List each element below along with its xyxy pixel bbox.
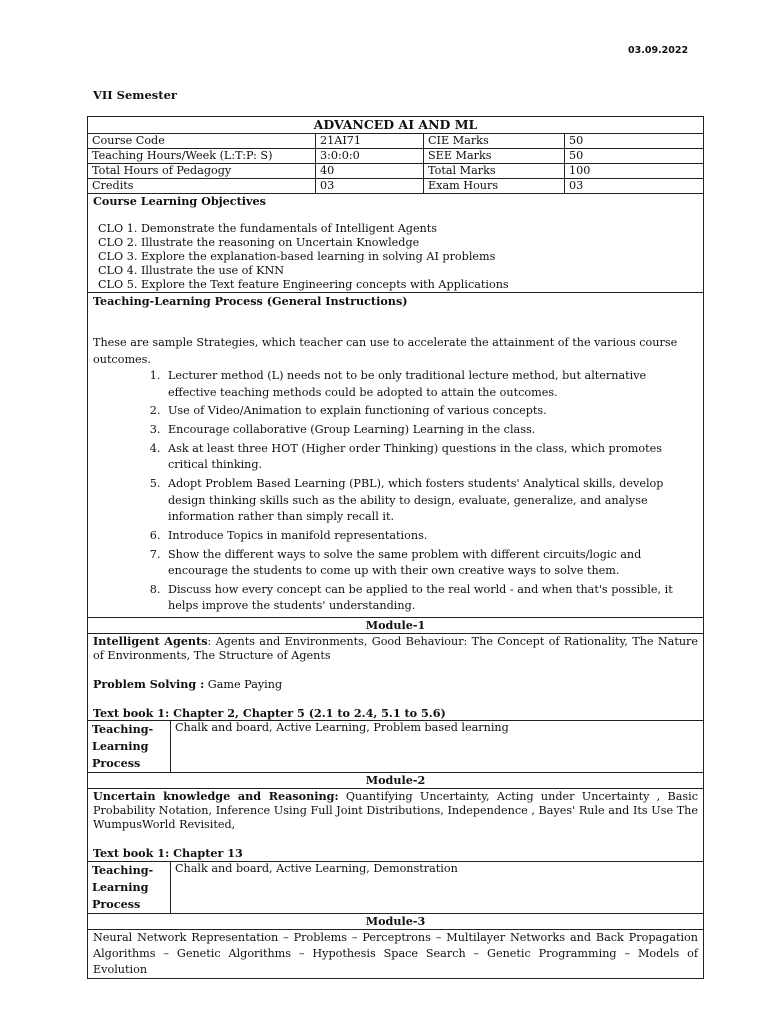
- module-content: [88, 634, 704, 721]
- list-item: 5. Adopt Problem Based Learning (PBL), which fosters students' Analytical skills, develop design thinking skills such as the ability to design, evaluate, generalize, and analyse information rather than simply recall it.: [164, 476, 698, 525]
- tl-process-value: Chalk and board, Active Learning, Problem based learning: [175, 721, 509, 735]
- module-content: [88, 789, 704, 862]
- tl-heading: Teaching-Learning Process (General Instructions): [93, 294, 408, 308]
- list-item: 3. Encourage collaborative (Group Learning) Learning in the class.: [164, 422, 698, 438]
- info-row: [88, 134, 704, 149]
- info-row: [88, 179, 704, 194]
- textbook-reference: Text book 1: Chapter 13: [93, 846, 243, 861]
- list-item: 6. Introduce Topics in manifold representations.: [164, 528, 698, 544]
- info-label: Course Code: [88, 134, 316, 149]
- info-label: CIE Marks: [424, 134, 565, 149]
- info-value: 03: [565, 179, 704, 194]
- info-row: [88, 149, 704, 164]
- tl-process-row: [88, 862, 704, 914]
- list-item: 1. Lecturer method (L) needs not to be only traditional lecture method, but alternative effective teaching methods could be adopted to attain the outcomes.: [164, 368, 698, 401]
- tl-process-label: Teaching-Learning Process: [88, 721, 171, 772]
- tl-intro: These are sample Strategies, which teacher can use to accelerate the attainment of the various course outcomes.: [93, 336, 678, 366]
- syllabus-table: [87, 116, 704, 979]
- info-label: Exam Hours: [424, 179, 565, 194]
- semester-label: VII Semester: [93, 88, 177, 102]
- info-value: 03: [316, 179, 424, 194]
- clo-section: [88, 194, 704, 293]
- info-label: Total Marks: [424, 164, 565, 179]
- clo-item: CLO 3. Explore the explanation-based learning in solving AI problems: [98, 250, 496, 263]
- module-topics: Intelligent Agents: Agents and Environments, Good Behaviour: The Concept of Rationality, The Nature of Environments, The Structure of Agents: [93, 634, 698, 663]
- module-topics: Neural Network Representation – Problems – Perceptrons – Multilayer Networks and Back Propagation Algorithms – Genetic Algorithms – Hypothesis Space Search – Genetic Programming – Models of Evolution: [93, 931, 698, 977]
- info-value: 50: [565, 149, 704, 164]
- teaching-learning-section: [88, 293, 704, 618]
- tl-process-label: Teaching-Learning Process: [88, 862, 171, 913]
- info-label: Teaching Hours/Week (L:T:P: S): [88, 149, 316, 164]
- list-item: 7. Show the different ways to solve the same problem with different circuits/logic and encourage the students to come up with their own creative ways to solve them.: [164, 547, 698, 580]
- info-value: 3:0:0:0: [316, 149, 424, 164]
- tl-list: [93, 368, 698, 614]
- info-row: [88, 164, 704, 179]
- document-date: 03.09.2022: [628, 45, 689, 56]
- textbook-reference: Text book 1: Chapter 2, Chapter 5 (2.1 to 2.4, 5.1 to 5.6): [93, 706, 446, 721]
- module-heading: Module-2: [88, 773, 704, 789]
- list-item: 2. Use of Video/Animation to explain functioning of various concepts.: [164, 403, 698, 419]
- clo-item: CLO 1. Demonstrate the fundamentals of Intelligent Agents: [98, 222, 438, 235]
- clo-heading: Course Learning Objectives: [93, 194, 266, 208]
- info-value: 50: [565, 134, 704, 149]
- course-title: ADVANCED AI AND ML: [88, 117, 704, 134]
- clo-item: CLO 4. Illustrate the use of KNN: [98, 264, 285, 277]
- info-label: SEE Marks: [424, 149, 565, 164]
- module-heading: Module-1: [88, 618, 704, 634]
- info-value: 40: [316, 164, 424, 179]
- info-value: 100: [565, 164, 704, 179]
- module-topics: Problem Solving : Game Paying: [93, 677, 283, 692]
- info-value: 21AI71: [316, 134, 424, 149]
- info-label: Total Hours of Pedagogy: [88, 164, 316, 179]
- module-heading: Module-3: [88, 914, 704, 930]
- info-label: Credits: [88, 179, 316, 194]
- tl-process-value: Chalk and board, Active Learning, Demonstration: [175, 862, 458, 876]
- tl-process-row: [88, 721, 704, 773]
- module-topics: Uncertain knowledge and Reasoning: Quantifying Uncertainty, Acting under Uncertainty , Basic Probability Notation, Inference Using Full Joint Distributions, Independence , Bayes' Rule and Its Use The WumpusWorld Revisited,: [93, 789, 698, 832]
- clo-item: CLO 5. Explore the Text feature Engineering concepts with Applications: [98, 278, 509, 291]
- list-item: 8. Discuss how every concept can be applied to the real world - and when that's possible, it helps improve the students' understanding.: [164, 582, 698, 615]
- module-content: [88, 930, 704, 979]
- list-item: 4. Ask at least three HOT (Higher order Thinking) questions in the class, which promotes critical thinking.: [164, 441, 698, 474]
- clo-item: CLO 2. Illustrate the reasoning on Uncertain Knowledge: [98, 236, 420, 249]
